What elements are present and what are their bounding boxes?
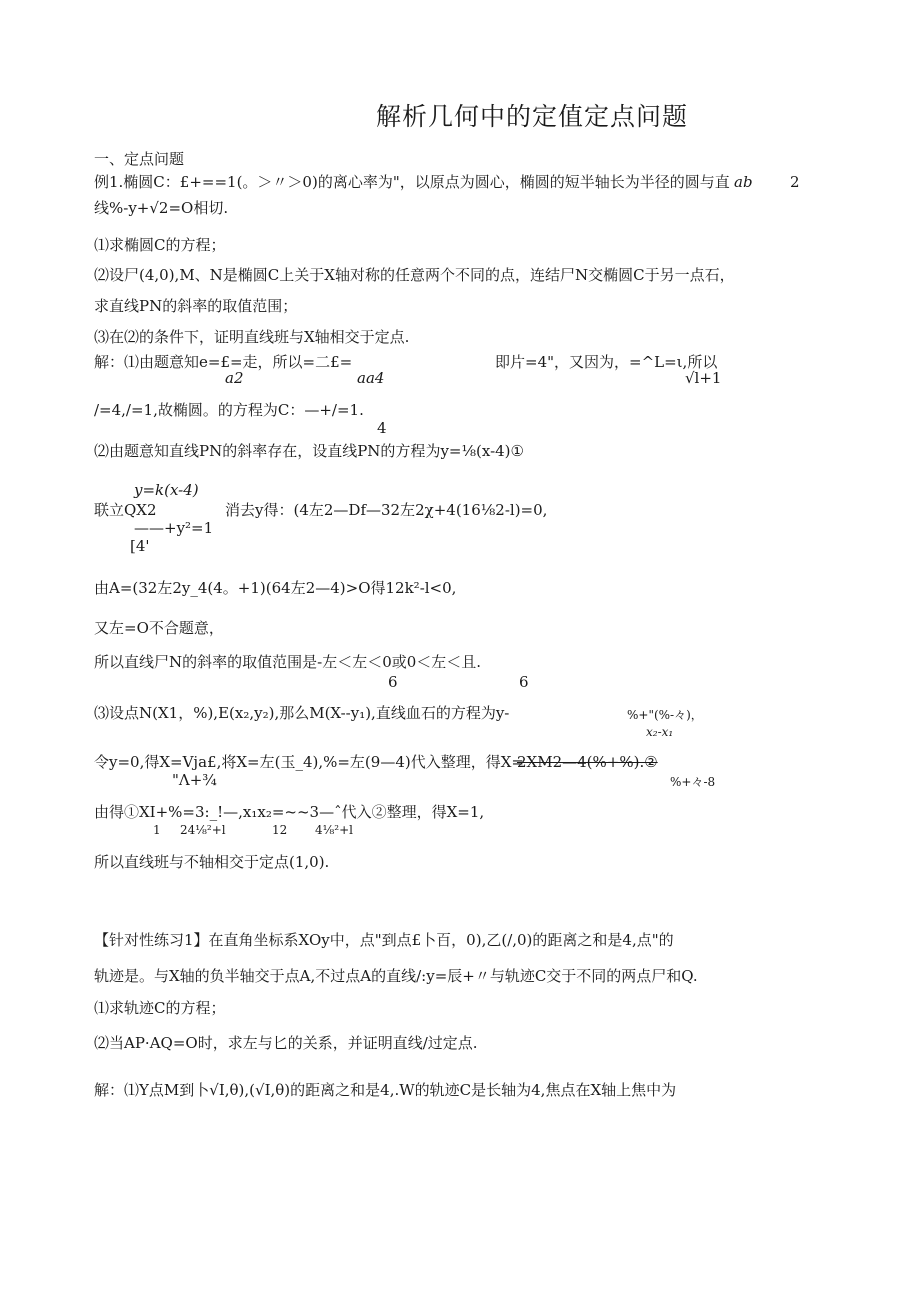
solution-line: 即片=4"，又因为，=^L=ι,所以 [495,353,718,371]
solution-line: ⑵由题意知直线PN的斜率存在，设直线PN的方程为y=⅛(x-4)① [94,442,524,460]
solution-line: /=4,/=1,故椭圆。的方程为C：—+/=1. [94,401,364,419]
solution-subscript: %+々-8 [670,775,716,789]
solution-subscript: a2 [225,369,244,387]
question-2: ⑵设尸(4,0),M、N是椭圆C上关于X轴对称的任意两个不同的点，连结尸N交椭圆C于另一点石， [94,266,735,284]
practice-question-1: ⑴求轨迹C的方程； [94,999,226,1017]
solution-line: 解：⑴由题意知e=£=走，所以=二£= [94,353,353,371]
solution-subscript: 4 [377,419,387,437]
practice-solution: 解：⑴Y点M到卜√I,θ),(√I,θ)的距离之和是4,.W的轨迹C是长轴为4,焦点在X轴上焦中为 [94,1081,677,1099]
solution-subscript: 1 [153,823,161,837]
practice-line: 轨迹是。与X轴的负半轴交于点A,不过点A的直线/:y=辰+〃与轨迹C交于不同的两点尸和Q. [94,967,698,985]
solution-line: 所以直线尸N的斜率的取值范围是-左＜左＜0或0＜左＜且. [94,653,482,671]
example-line: 例1.椭圆C：£+==1(。＞〃＞0)的离心率为"，以原点为圆心，椭圆的短半轴长为半径的圆与直 [94,173,730,191]
example-line-ab: ab [734,173,753,191]
solution-subscript: "Λ+¾ [172,771,217,789]
system-line: [4' [130,537,150,555]
system-line: y=k(x-4) [134,481,199,499]
system-line: ——+y²=1 [134,519,214,537]
fraction-top: %+"(%-々)， [627,708,703,722]
solution-subscript: 12 [272,823,288,837]
solution-line: 由A=(32左2y_4(4。+1)(64左2—4)>O得12k²-l<0, [94,579,457,597]
practice-line: 【针对性练习1】在直角坐标系XOy中，点"到点£卜百，0),乙(/,0)的距离之和是4,点"的 [94,931,674,949]
solution-subscript: 6 [519,673,529,691]
solution-line-struck: 2XM2—4(%+%).② [517,753,658,771]
solution-line: 又左=O不合题意， [94,619,224,637]
system-line: 联立QX2 [94,501,157,519]
solution-subscript: 24⅛²+l [180,823,226,837]
page-title: 解析几何中的定值定点问题 [376,102,689,131]
solution-subscript: 6 [388,673,398,691]
section-heading: 一、定点问题 [94,150,185,168]
solution-line: 所以直线班与不轴相交于定点(1,0). [94,853,330,871]
system-line: 消去y得：(4左2—Df—32左2χ+4(16⅛2-l)=0, [225,501,548,519]
example-line-2: 2 [790,173,800,191]
question-2: 求直线PN的斜率的取值范围； [94,297,298,315]
solution-line: ⑶设点N(X1，%),E(x₂,y₂),那么M(X--y₁),直线血石的方程为y- [94,704,510,722]
example-line: 线%-y+√2=O相切. [94,199,229,217]
question-1: ⑴求椭圆C的方程； [94,236,226,254]
fraction-bottom: x₂-x₁ [646,725,674,739]
solution-line: 令y=0,得X=Vja£,将X=左(玉_4),%=左(9—4)代入整理，得X= [94,753,524,771]
solution-line: 由得①XI+%=3:_!—,x₁x₂=~~3—ˆ代入②整理，得X=1, [94,803,485,821]
solution-subscript: aa4 [357,369,385,387]
solution-subscript: √l+1 [685,369,722,387]
question-3: ⑶在⑵的条件下，证明直线班与X轴相交于定点. [94,328,410,346]
solution-subscript: 4⅛²+l [315,823,353,837]
practice-question-2: ⑵当AP·AQ=O时，求左与匕的关系，并证明直线/过定点. [94,1034,478,1052]
